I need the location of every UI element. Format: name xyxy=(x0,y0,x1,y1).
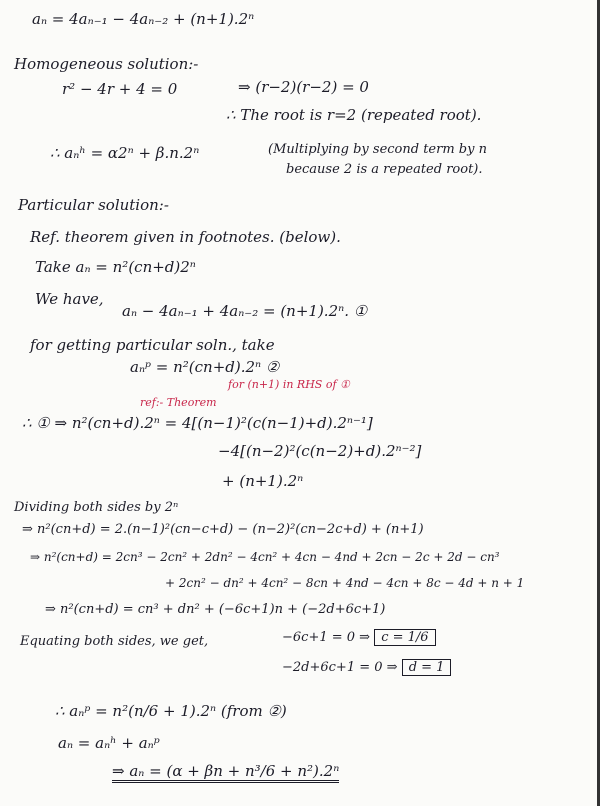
d-equation xyxy=(282,660,451,675)
particular-solution: ∴ aₙᵖ = n²(n/6 + 1).2ⁿ (from ②) xyxy=(55,702,287,720)
substitution-line-2: −4[(n−2)²(c(n−2)+d).2ⁿ⁻²] xyxy=(218,442,422,460)
dividing-heading: Dividing both sides by 2ⁿ xyxy=(14,500,179,515)
general-solution: aₙ = aₙʰ + aₙᵖ xyxy=(58,734,160,752)
d-equation-text: −2d+6c+1 = 0 ⇒ xyxy=(282,660,398,675)
homogeneous-solution: ∴ aₙʰ = α2ⁿ + β.n.2ⁿ xyxy=(50,144,200,162)
substitution-line-3: + (n+1).2ⁿ xyxy=(222,472,304,490)
note-line-1: (Multiplying by second term by n xyxy=(268,142,487,157)
final-answer: ⇒ aₙ = (α + βn + n³/6 + n²).2ⁿ xyxy=(112,762,339,783)
take-line: Take aₙ = n²(cn+d)2ⁿ xyxy=(35,258,196,276)
for-getting-line: for getting particular soln., take xyxy=(30,336,275,354)
equation-1: aₙ − 4aₙ₋₁ + 4aₙ₋₂ = (n+1).2ⁿ. ① xyxy=(122,302,368,320)
particular-heading: Particular solution:- xyxy=(18,196,169,214)
c-equation-text: −6c+1 = 0 ⇒ xyxy=(282,630,371,645)
characteristic-equation: r² − 4r + 4 = 0 xyxy=(62,80,178,98)
c-equation xyxy=(282,630,436,645)
root-statement: ∴ The root is r=2 (repeated root). xyxy=(226,106,482,124)
homogeneous-heading: Homogeneous solution:- xyxy=(14,55,199,73)
c-value-box: c = 1/6 xyxy=(374,629,435,646)
division-line-1: ⇒ n²(cn+d) = 2.(n−1)²(cn−c+d) − (n−2)²(cn−2c+d) + (n+1) xyxy=(22,522,424,537)
recurrence-relation: aₙ = 4aₙ₋₁ − 4aₙ₋₂ + (n+1).2ⁿ xyxy=(32,10,255,28)
d-value-box: d = 1 xyxy=(402,659,452,676)
note-line-2: because 2 is a repeated root). xyxy=(286,162,483,177)
reference-line: Ref. theorem given in footnotes. (below). xyxy=(30,228,341,246)
annotation-rhs: for (n+1) in RHS of ① xyxy=(228,378,350,391)
division-line-3: + 2cn² − dn² + 4cn² − 8cn + 4nd − 4cn + 8c − 4d + n + 1 xyxy=(165,576,525,590)
factored-equation: ⇒ (r−2)(r−2) = 0 xyxy=(238,78,369,96)
substitution-line-1: ∴ ① ⇒ n²(cn+d).2ⁿ = 4[(n−1)²(c(n−1)+d).2ⁿ⁻¹] xyxy=(22,414,373,432)
equating-label: Equating both sides, we get, xyxy=(20,634,209,649)
division-line-2: ⇒ n²(cn+d) = 2cn³ − 2cn² + 2dn² − 4cn² + 4cn − 4nd + 2cn − 2c + 2d − cn³ xyxy=(30,550,500,564)
equation-2: aₙᵖ = n²(cn+d).2ⁿ ② xyxy=(130,358,280,376)
division-line-4: ⇒ n²(cn+d) = cn³ + dn² + (−6c+1)n + (−2d+6c+1) xyxy=(45,602,386,617)
annotation-theorem: ref:- Theorem xyxy=(140,396,217,409)
we-have-label: We have, xyxy=(35,290,104,308)
